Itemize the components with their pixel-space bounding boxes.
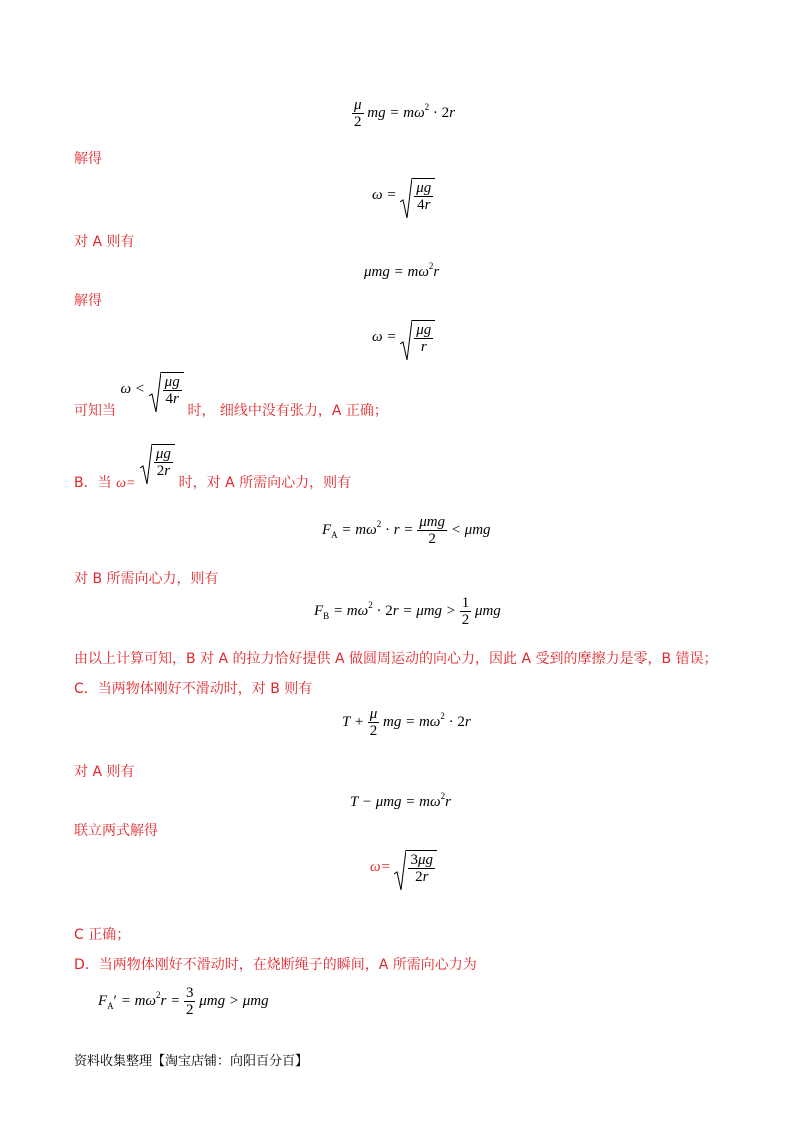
radical-sign-icon (149, 372, 161, 412)
radical-sign-icon (400, 178, 412, 218)
equation-5: $F_A = m\omega^2 \cdot r$ = $\frac{\text{μmg}}{2}$ < μmg (322, 514, 491, 547)
text-kezhi-line (74, 372, 388, 419)
page-footer: 资料收集整理【淘宝店铺：向阳百分百】 (74, 1054, 309, 1069)
text-dui-a-zeyou: 对 A 则有 (74, 234, 135, 250)
equation-7: T + $\frac{\mu}{2}$ mg = $m\omega^2 \cdot 2r$ (342, 706, 471, 739)
text-b-post: 时，对 A 所需向心力，则有 (178, 474, 352, 491)
text-c-correct: C 正确； (74, 927, 131, 943)
text-conclusion-b: 由以上计算可知，B 对 A 的拉力恰好提供 A 做圆周运动的向心力，因此 A 受到的摩擦力是零，B 错误； (74, 651, 718, 667)
text-dui-b: 对 B 所需向心力，则有 (74, 571, 219, 587)
equation-2: ω = $\frac{\mu g}{4r}$ (372, 178, 435, 213)
text-kezhi-pre: 可知当 (74, 402, 116, 419)
inline-sqrt-b: $\frac{\mu g}{2r}$ (140, 453, 179, 469)
text-d-intro: D．当两物体刚好不滑动时，在烧断绳子的瞬间，A 所需向心力为 (74, 957, 477, 973)
equation-6: $F_B = m\omega^2 \cdot 2r = \mu mg$ > $\frac{1}{2}$ μmg (314, 595, 501, 628)
text-jiede-1: 解得 (74, 151, 102, 167)
text-c-intro: C．当两物体刚好不滑动时，对 B 则有 (74, 681, 313, 697)
text-lianli: 联立两式解得 (74, 823, 158, 839)
text-kezhi-post: 时， 细线中没有张力，A 正确； (187, 402, 388, 419)
radical-sign-icon (400, 320, 412, 360)
text-b-omega: ω= (116, 475, 136, 491)
text-c-omega: ω= (370, 858, 391, 875)
equation-10: $F_A' = m\omega^2r$ = $\frac{3}{2}$ μmg > μmg (98, 985, 269, 1018)
equation-3: $\mu mg = m\omega^2r$ (364, 261, 440, 280)
equation-9: ω= $\frac{3\mu g}{2r}$ (370, 850, 437, 885)
inline-inequality: ω < $\frac{\mu g}{4r}$ (120, 381, 187, 397)
text-jiede-2: 解得 (74, 293, 102, 309)
equation-1: $\frac{\mu}{2}$ mg = $m\omega^2 \cdot 2r$ (354, 97, 456, 130)
text-b-pre: B．当 (74, 474, 112, 491)
text-b-line (74, 444, 352, 491)
radical-sign-icon (394, 850, 406, 890)
text-dui-a-2: 对 A 则有 (74, 764, 135, 780)
equation-4: ω = $\frac{\mu g}{r}$ (372, 320, 435, 355)
radical-sign-icon (140, 444, 152, 484)
equation-8: $T - \mu mg = m\omega^2r$ (350, 791, 451, 810)
